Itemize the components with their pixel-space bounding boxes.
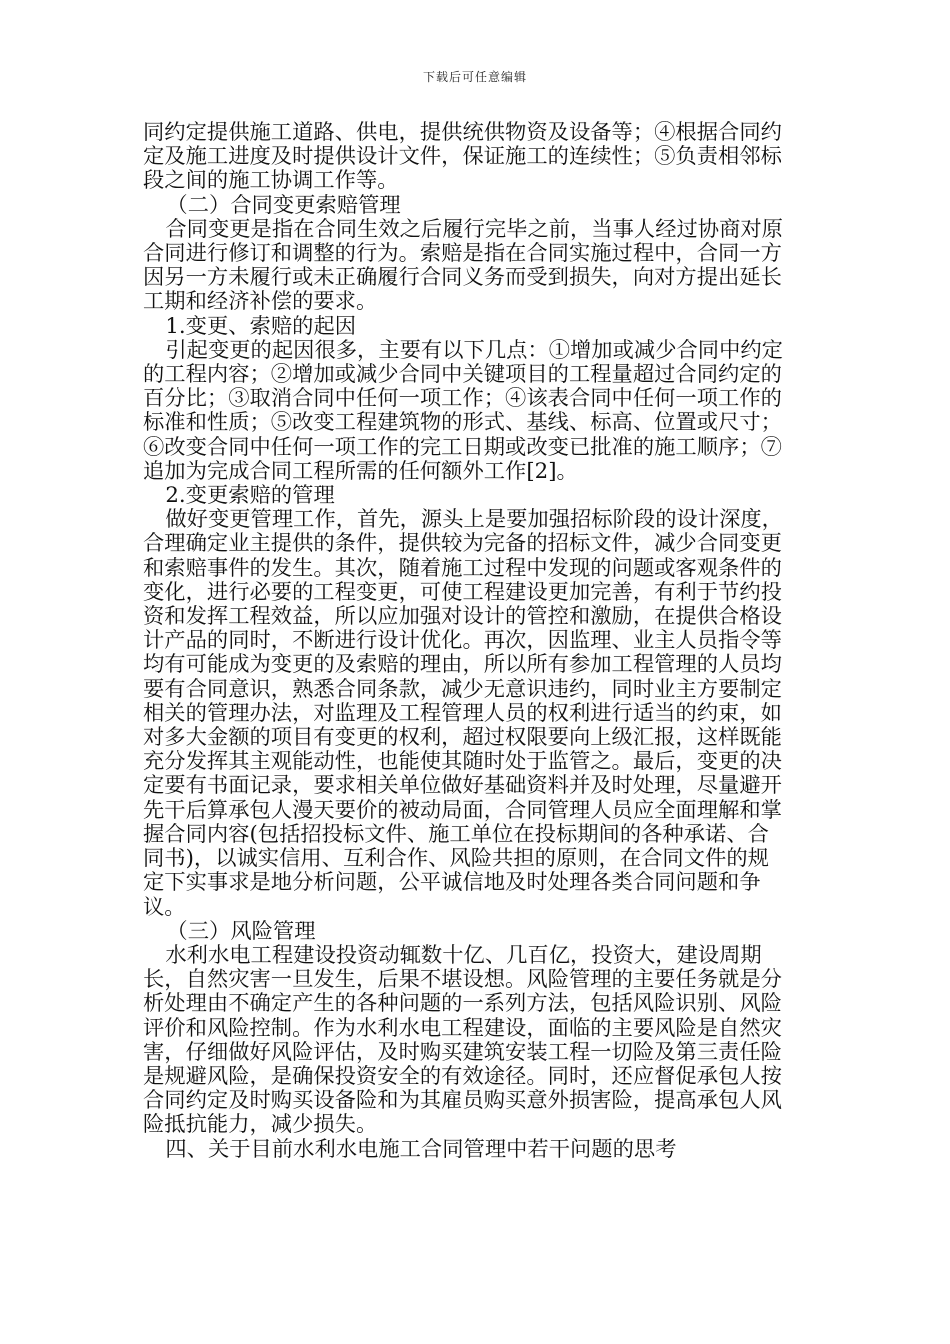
paragraph-change-management: 做好变更管理工作，首先，源头上是要加强招标阶段的设计深度，合理确定业主提供的条件，提供较为完备的招标文件，减少合同变更和索赔事件的发生。其次，随着施工过程中发现的问题或客观条件的变化，进行必要的工程变更，可使工程建设更加完善，有利于节约投资和发挥工程效益，所以应加强对设计的管控和激励，在提供合格设计产品的同时，不断进行设计优化。再次，因监理、业主人员指令等均有可能成为变更的及索赔的理由，所以所有参加工程管理的人员均要有合同意识，熟悉合同条款，减少无意识违约，同时业主方要制定相关的管理办法，对监理及工程管理人员的权利进行适当的约束，如对多大金额的项目有变更的权利，超过权限要向上级汇报，这样既能充分发挥其主观能动性，也能使其随时处于监管之。最后，变更的决定要有书面记录，要求相关单位做好基础资料并及时处理，尽量避开先干后算承包人漫天要价的被动局面，合同管理人员应全面理解和掌握合同内容(包括招投标文件、施工单位在投标期间的各种承诺、合同书)，以诚实信用、互利合作、风险共担的原则，在合同文件的规定下实事求是地分析问题，公平诚信地及时处理各类合同问题和争议。 [143, 507, 783, 920]
paragraph-owner-duties: 同约定提供施工道路、供电，提供统供物资及设备等；④根据合同约定及施工进度及时提供设计文件，保证施工的连续性；⑤负责相邻标段之间的施工协调工作等。 [143, 120, 782, 194]
heading-change-claim-handling: 2.变更索赔的管理 [165, 483, 335, 509]
heading-section-four: 四、关于目前水利水电施工合同管理中若干问题的思考 [165, 1136, 677, 1162]
paragraph-change-causes: 引起变更的起因很多，主要有以下几点：①增加或减少合同中约定的工程内容；②增加或减少合同中关键项目的工程量超过合同约定的百分比；③取消合同中任何一项工作；④该表合同中任何一项工作的标准和性质；⑤改变工程建筑物的形式、基线、标高、位置或尺寸；⑥改变合同中任何一项工作的完工日期或改变已批准的施工顺序；⑦追加为完成合同工程所需的任何额外工作[2]。 [143, 337, 783, 484]
heading-change-claim-causes: 1.变更、索赔的起因 [165, 313, 357, 339]
heading-change-claim-management: （二）合同变更索赔管理 [166, 192, 401, 218]
document-body [143, 121, 783, 1162]
paragraph-change-claim-definition: 合同变更是指在合同生效之后履行完毕之前，当事人经过协商对原合同进行修订和调整的行为。索赔是指在合同实施过程中，合同一方因另一方未履行或未正确履行合同义务而受到损失，向对方提出延长工期和经济补偿的要求。 [143, 216, 783, 315]
heading-risk-management: （三）风险管理 [166, 918, 316, 944]
paragraph-risk-management: 水利水电工程建设投资动辄数十亿、几百亿，投资大，建设周期长，自然灾害一旦发生，后果不堪设想。风险管理的主要任务就是分析处理由不确定产生的各种问题的一系列方法，包括风险识别、风险评价和风险控制。作为水利水电工程建设，面临的主要风险是自然灾害，仔细做好风险评估，及时购买建筑安装工程一切险及第三责任险是规避风险，是确保投资安全的有效途径。同时，还应督促承包人按合同约定及时购买设备险和为其雇员购买意外损害险，提高承包人风险抵抗能力，减少损失。 [143, 942, 782, 1138]
page-header: 下载后可任意编辑 [422, 70, 527, 84]
